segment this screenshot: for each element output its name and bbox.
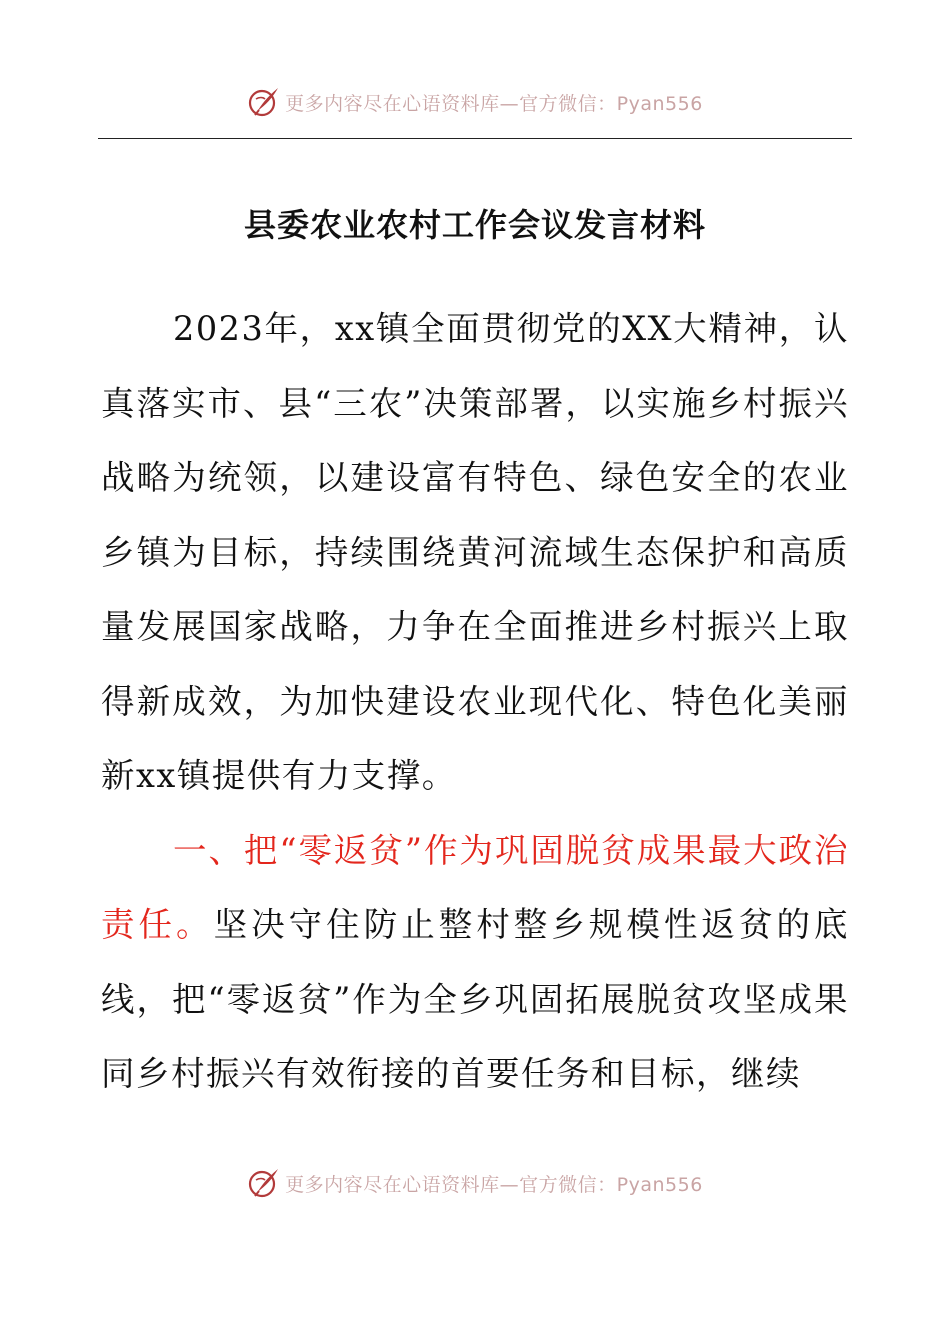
- footer-banner-text: 更多内容尽在心语资料库—官方微信：Pyan556: [285, 1173, 703, 1196]
- header-banner: [0, 82, 950, 122]
- document-body: [101, 292, 849, 1112]
- quill-circle-logo-icon: [247, 1166, 281, 1200]
- section-1-text: 坚决守住防止整村整乡规模性返贫的底线，把“零返贫”作为全乡巩固拓展脱贫攻坚成果同乡村振兴有效衔接的首要任务和目标，继续: [101, 905, 850, 1093]
- section-1-heading: 一、把“零返贫”作为巩固脱贫成果最大政治责任。: [101, 830, 849, 944]
- paragraph-section-1: [101, 814, 849, 1112]
- paragraph-intro-text: 2023年，xx镇全面贯彻党的XX大精神，认真落实市、县“三农”决策部署，以实施乡村振兴战略为统领，以建设富有特色、绿色安全的农业乡镇为目标，持续围绕黄河流域生态保护和高质量发展国家战略，力争在全面推进乡村振兴上取得新成效，为加快建设农业现代化、特色化美丽新xx镇提供有力支撑。: [101, 309, 849, 795]
- paragraph-intro: [101, 292, 849, 814]
- footer-banner: [0, 1163, 950, 1203]
- document-title: 县委农业农村工作会议发言材料: [243, 206, 706, 244]
- header-banner-text: 更多内容尽在心语资料库—官方微信：Pyan556: [285, 92, 703, 115]
- header-divider: [98, 138, 852, 139]
- quill-circle-logo-icon: [247, 85, 281, 119]
